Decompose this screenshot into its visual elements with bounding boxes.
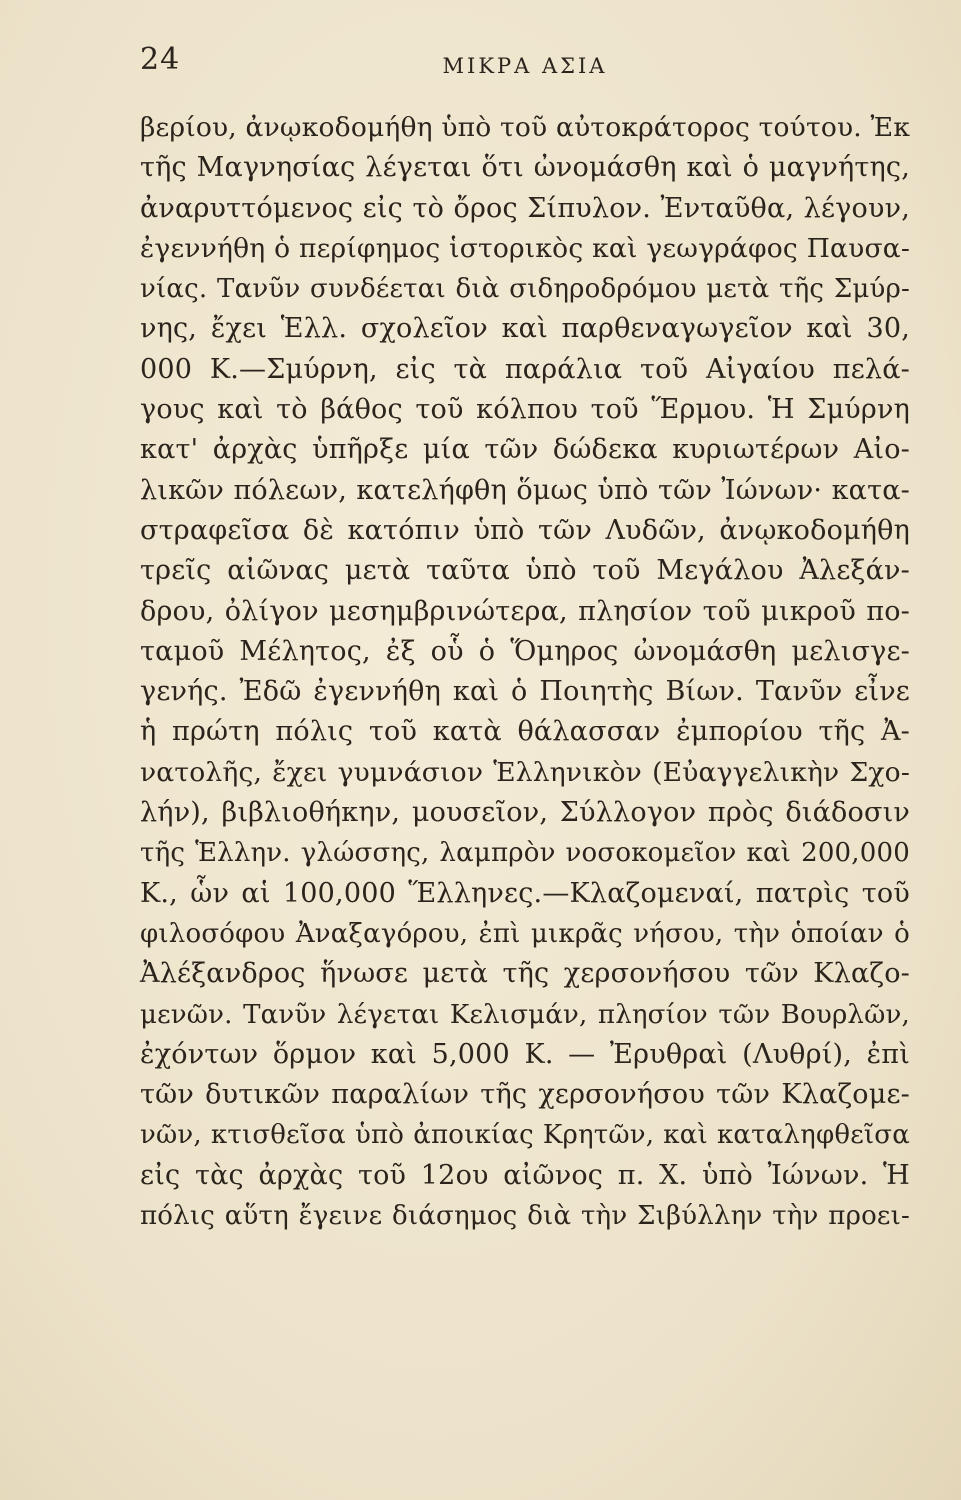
text-line: φιλοσόφου Ἀναξαγόρου, ἐπὶ μικρᾶς νήσου, τὴν ὁποίαν ὁ bbox=[140, 918, 910, 949]
text-line: στραφεῖσα δὲ κατόπιν ὑπὸ τῶν Λυδῶν, ἀνῳκοδομήθη bbox=[140, 514, 910, 546]
text-line: Κ., ὧν αἱ 100,000 Ἕλληνες.—Κλαζομεναί, πατρὶς τοῦ bbox=[140, 877, 910, 909]
text-line: βερίου, ἀνῳκοδομήθη ὑπὸ τοῦ αὐτοκράτορος τούτου. Ἐκ bbox=[140, 112, 911, 143]
text-line: ταμοῦ Μέλητος, ἐξ οὗ ὁ Ὅμηρος ὠνομάσθη μελισγε- bbox=[140, 635, 910, 667]
text-line: ἀναρυττόμενος εἰς τὸ ὄρος Σίπυλον. Ἐνταῦθα, λέγουν, bbox=[140, 192, 910, 224]
text-line: τῆς Μαγνησίας λέγεται ὅτι ὠνομάσθη καὶ ὁ μαγνήτης, bbox=[140, 152, 910, 184]
text-line: γενής. Ἐδῶ ἐγεννήθη καὶ ὁ Ποιητὴς Βίων. Τανῦν εἶνε bbox=[140, 676, 910, 708]
text-line: Ἀλέξανδρος ἥνωσε μετὰ τῆς χερσονήσου τῶν Κλαζο- bbox=[140, 958, 910, 990]
text-line: δρου, ὀλίγον μεσημβρινώτερα, πλησίον τοῦ μικροῦ πο- bbox=[140, 595, 910, 627]
text-line: τῶν δυτικῶν παραλίων τῆς χερσονήσου τῶν Κλαζομε- bbox=[140, 1079, 910, 1111]
text-line: τρεῖς αἰῶνας μετὰ ταῦτα ὑπὸ τοῦ Μεγάλου Ἀλεξάν- bbox=[140, 555, 910, 587]
text-line: πόλις αὕτη ἔγεινε διάσημος διὰ τὴν Σιβύλλην τὴν προει- bbox=[140, 1201, 910, 1232]
text-line: ἐγεννήθη ὁ περίφημος ἱστορικὸς καὶ γεωγράφος Παυσα- bbox=[140, 232, 910, 264]
text-line: νης, ἔχει Ἑλλ. σχολεῖον καὶ παρθεναγωγεῖον καὶ 30, bbox=[140, 313, 910, 345]
running-title: ΜΙΚΡΑ ΑΣΙΑ bbox=[442, 54, 608, 78]
text-line: νίας. Τανῦν συνδέεται διὰ σιδηροδρόμου μετὰ τῆς Σμύρ- bbox=[140, 274, 910, 305]
body-text bbox=[140, 108, 910, 1236]
page-header bbox=[140, 40, 910, 90]
text-line: κατ' ἀρχὰς ὑπῆρξε μία τῶν δώδεκα κυριωτέρων Αἰο- bbox=[140, 434, 910, 466]
text-line: ἡ πρώτη πόλις τοῦ κατὰ θάλασσαν ἐμπορίου τῆς Ἀ- bbox=[140, 716, 910, 748]
text-line: ἐχόντων ὅρμον καὶ 5,000 Κ. — Ἐρυθραὶ (Λυθρί), ἐπὶ bbox=[140, 1038, 910, 1070]
text-line: νατολῆς, ἔχει γυμνάσιον Ἑλληνικὸν (Εὐαγγελικὴν Σχο- bbox=[140, 756, 910, 788]
text-line: 000 Κ.—Σμύρνη, εἰς τὰ παράλια τοῦ Αἰγαίου πελά- bbox=[140, 353, 910, 385]
text-line: γους καὶ τὸ βάθος τοῦ κόλπου τοῦ Ἕρμου. Ἡ Σμύρνη bbox=[140, 394, 910, 426]
text-line: τῆς Ἑλλην. γλώσσης, λαμπρὸν νοσοκομεῖον καὶ 200,000 bbox=[140, 838, 910, 869]
page-number: 24 bbox=[140, 42, 181, 77]
text-line: μενῶν. Τανῦν λέγεται Κελισμάν, πλησίον τῶν Βουρλῶν, bbox=[140, 999, 910, 1030]
text-line: λήν), βιβλιοθήκην, μουσεῖον, Σύλλογον πρὸς διάδοσιν bbox=[140, 797, 910, 829]
text-line: νῶν, κτισθεῖσα ὑπὸ ἀποικίας Κρητῶν, καὶ καταληφθεῖσα bbox=[140, 1120, 910, 1151]
text-line: λικῶν πόλεων, κατελήφθη ὅμως ὑπὸ τῶν Ἰώνων· κατα- bbox=[140, 474, 910, 506]
text-line: εἰς τὰς ἀρχὰς τοῦ 12ου αἰῶνος π. Χ. ὑπὸ Ἰώνων. Ἡ bbox=[140, 1159, 910, 1191]
